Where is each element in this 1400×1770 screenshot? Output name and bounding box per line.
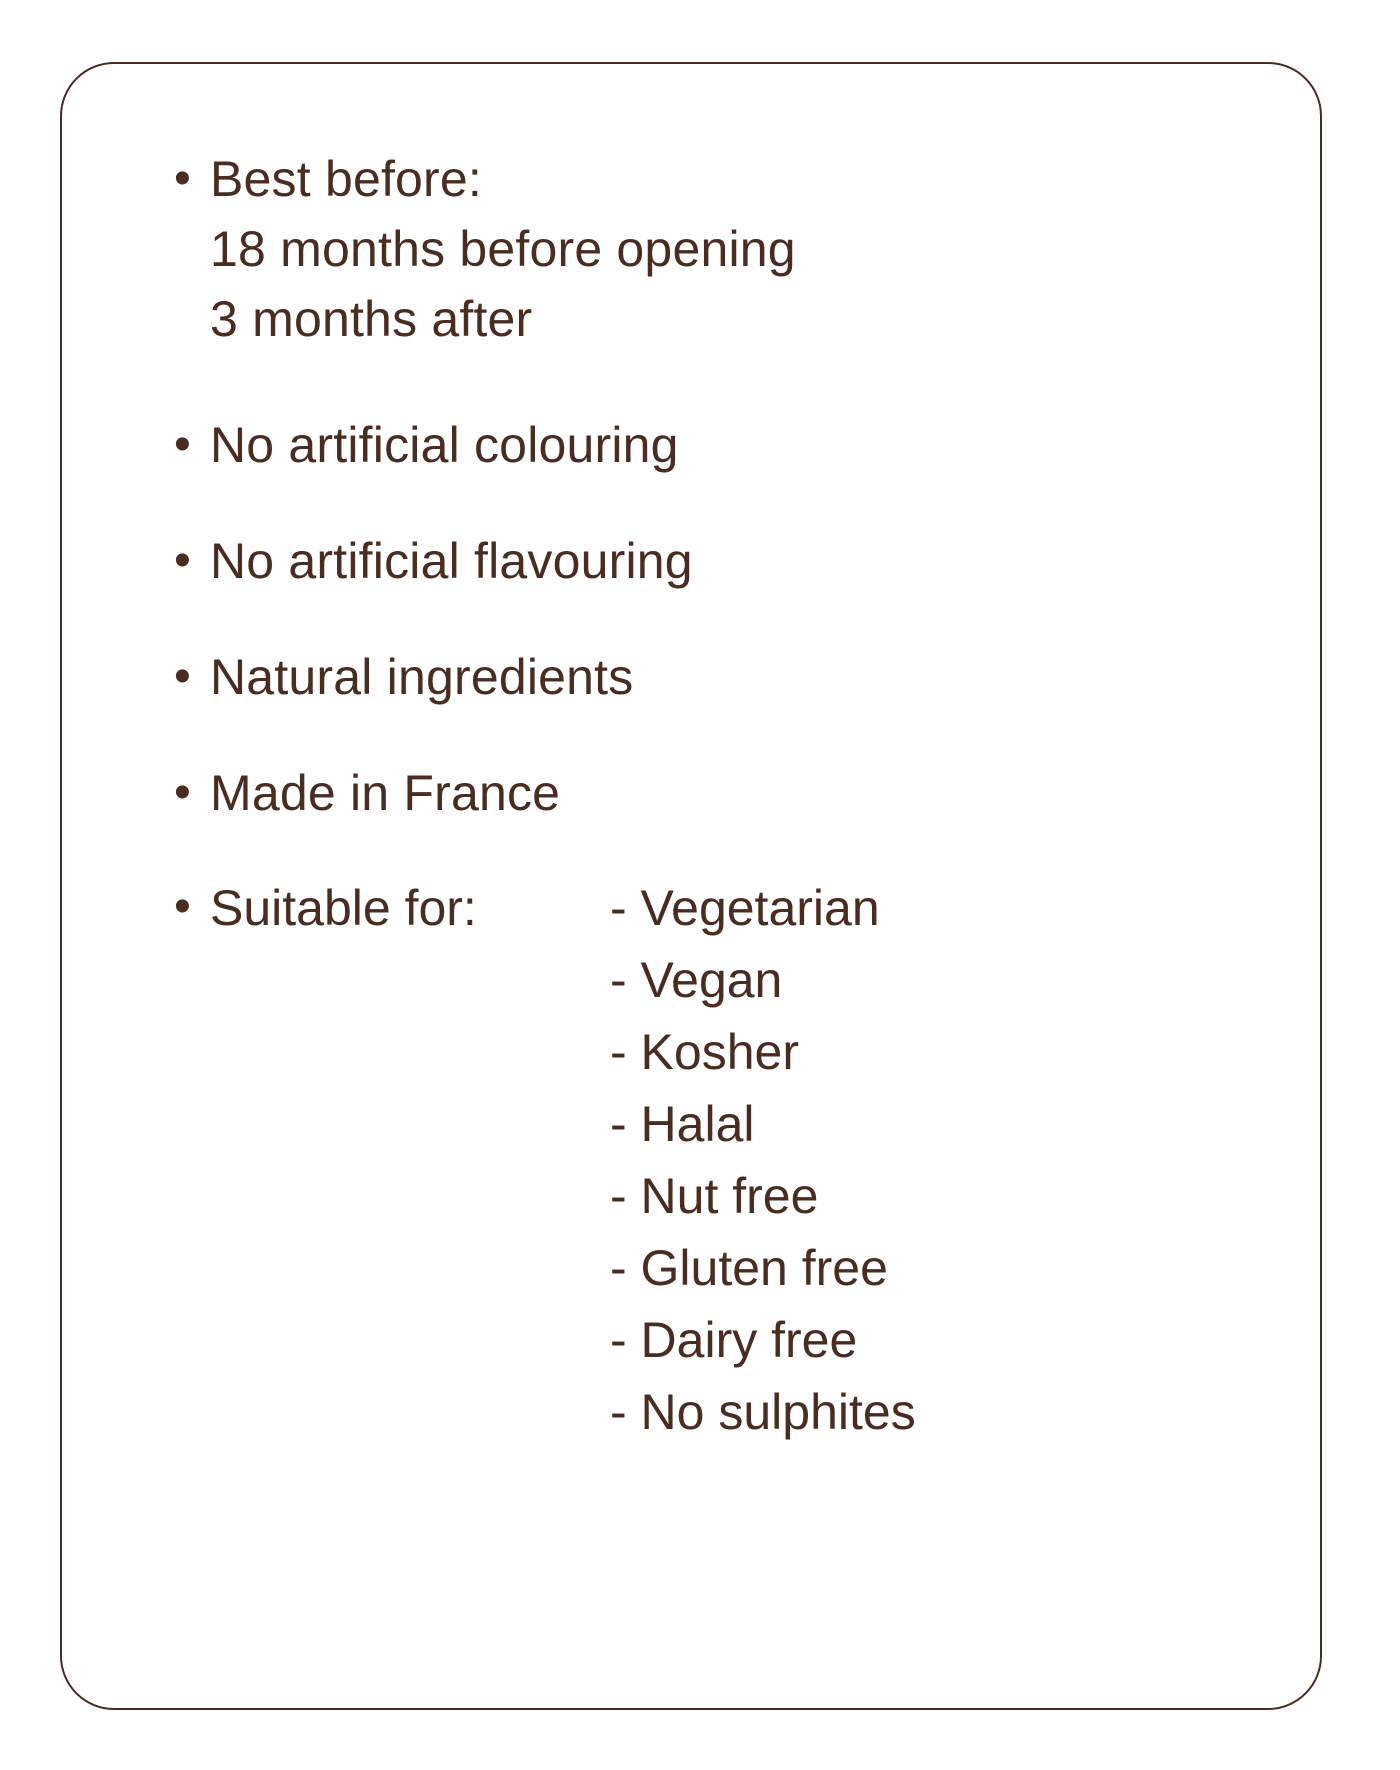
natural-ingredients-text: Natural ingredients (210, 649, 634, 705)
suitable-for-list (610, 872, 916, 1448)
bullet-made-in-france (174, 758, 1280, 828)
list-item: - Vegetarian (610, 880, 880, 936)
bullet-no-artificial-colouring (174, 410, 1280, 480)
bullet-marker-icon: • (174, 152, 191, 205)
list-item: - No sulphites (610, 1384, 916, 1440)
bullet-marker-icon: • (174, 880, 191, 933)
bullet-natural-ingredients-body (210, 642, 1280, 712)
bullet-best-before (174, 144, 1280, 354)
list-item: - Gluten free (610, 1240, 888, 1296)
made-in-france-text: Made in France (210, 765, 561, 821)
bullet-marker-icon: • (174, 766, 191, 819)
best-before-unopened: 18 months before opening (210, 221, 796, 277)
list-item: - Dairy free (610, 1312, 858, 1368)
best-before-label: Best before: (210, 151, 483, 207)
bullet-made-in-france-body (210, 758, 1280, 828)
bullet-marker-icon: • (174, 418, 191, 471)
bullet-best-before-body (210, 144, 1280, 354)
list-item: - Nut free (610, 1168, 819, 1224)
bullet-natural-ingredients (174, 642, 1280, 712)
bullet-no-artificial-colouring-body (210, 410, 1280, 480)
bullet-suitable-for (174, 872, 1280, 1448)
bullet-marker-icon: • (174, 534, 191, 587)
list-item: - Kosher (610, 1024, 799, 1080)
bullet-marker-icon: • (174, 650, 191, 703)
suitable-for-body (210, 872, 916, 1448)
product-info-card (60, 62, 1322, 1710)
product-info-content (174, 144, 1280, 1494)
list-item: - Vegan (610, 952, 783, 1008)
bullet-no-artificial-flavouring (174, 526, 1280, 596)
no-artificial-colouring-text: No artificial colouring (210, 417, 679, 473)
list-item: - Halal (610, 1096, 755, 1152)
bullet-no-artificial-flavouring-body (210, 526, 1280, 596)
best-before-opened: 3 months after (210, 291, 533, 347)
no-artificial-flavouring-text: No artificial flavouring (210, 533, 693, 589)
suitable-for-label: Suitable for: (210, 880, 477, 936)
